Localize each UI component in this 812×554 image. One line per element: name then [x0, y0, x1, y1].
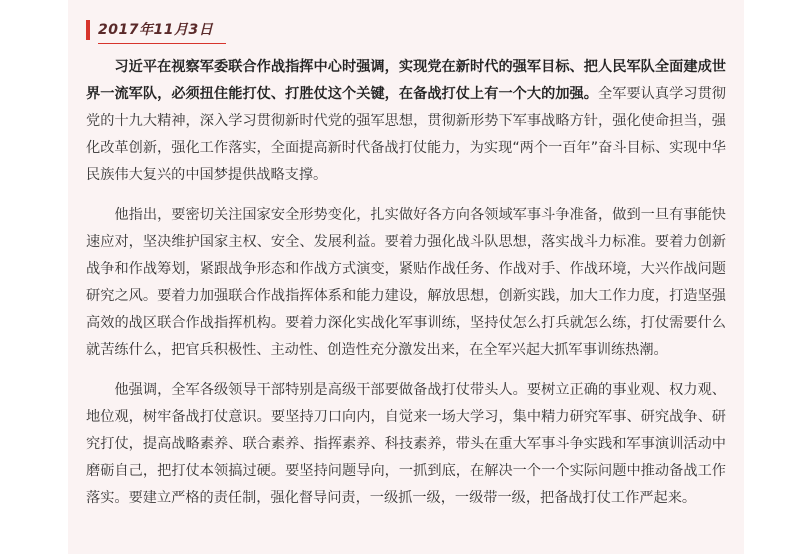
article-date: 2017年11月3日	[98, 22, 214, 38]
paragraph-1-lead: 习近平在视察军委联合作战指挥中心时强调，实现党在新时代的强军目标、把人民军队全面建成世界一流军队，必须扭住能打仗、打胜仗这个关键，在备战打仗上有一个大的加强。	[86, 59, 726, 102]
article-body	[86, 54, 726, 512]
article-card	[68, 0, 744, 554]
date-underline	[98, 43, 226, 44]
paragraph-1	[86, 54, 726, 189]
paragraph-1-text: 全军要认真学习贯彻党的十九大精神，深入学习贯彻新时代党的强军思想，贯彻新形势下军事战略方针，强化使命担当，强化改革创新，强化工作落实，全面提高新时代备战打仗能力，为实现“两个一百年”奋斗目标、实现中华民族伟大复兴的中国梦提供战略支撑。	[86, 86, 726, 183]
paragraph-2	[86, 202, 726, 364]
date-header	[86, 14, 726, 42]
date-accent-bar	[86, 20, 90, 40]
paragraph-3	[86, 377, 726, 512]
paragraph-2-text: 他指出，要密切关注国家安全形势变化，扎实做好各方向各领域军事斗争准备，做到一旦有事能快速应对，坚决维护国家主权、安全、发展利益。要着力强化战斗队思想，落实战斗力标准。要着力创新战争和作战筹划，紧跟战争形态和作战方式演变，紧贴作战任务、作战对手、作战环境，大兴作战问题研究之风。要着力加强联合作战指挥体系和能力建设，解放思想，创新实践，加大工作力度，打造坚强高效的战区联合作战指挥机构。要着力深化实战化军事训练，坚持仗怎么打兵就怎么练，打仗需要什么就苦练什么，把官兵积极性、主动性、创造性充分激发出来，在全军兴起大抓军事训练热潮。	[86, 207, 726, 358]
paragraph-3-text: 他强调，全军各级领导干部特别是高级干部要做备战打仗带头人。要树立正确的事业观、权力观、地位观，树牢备战打仗意识。要坚持刀口向内，自觉来一场大学习，集中精力研究军事、研究战争、研究打仗，提高战略素养、联合素养、指挥素养、科技素养，带头在重大军事斗争实践和军事演训活动中磨砺自己，把打仗本领搞过硬。要坚持问题导向，一抓到底，在解决一个一个实际问题中推动备战工作落实。要建立严格的责任制，强化督导问责，一级抓一级，一级带一级，把备战打仗工作严起来。	[86, 382, 726, 506]
